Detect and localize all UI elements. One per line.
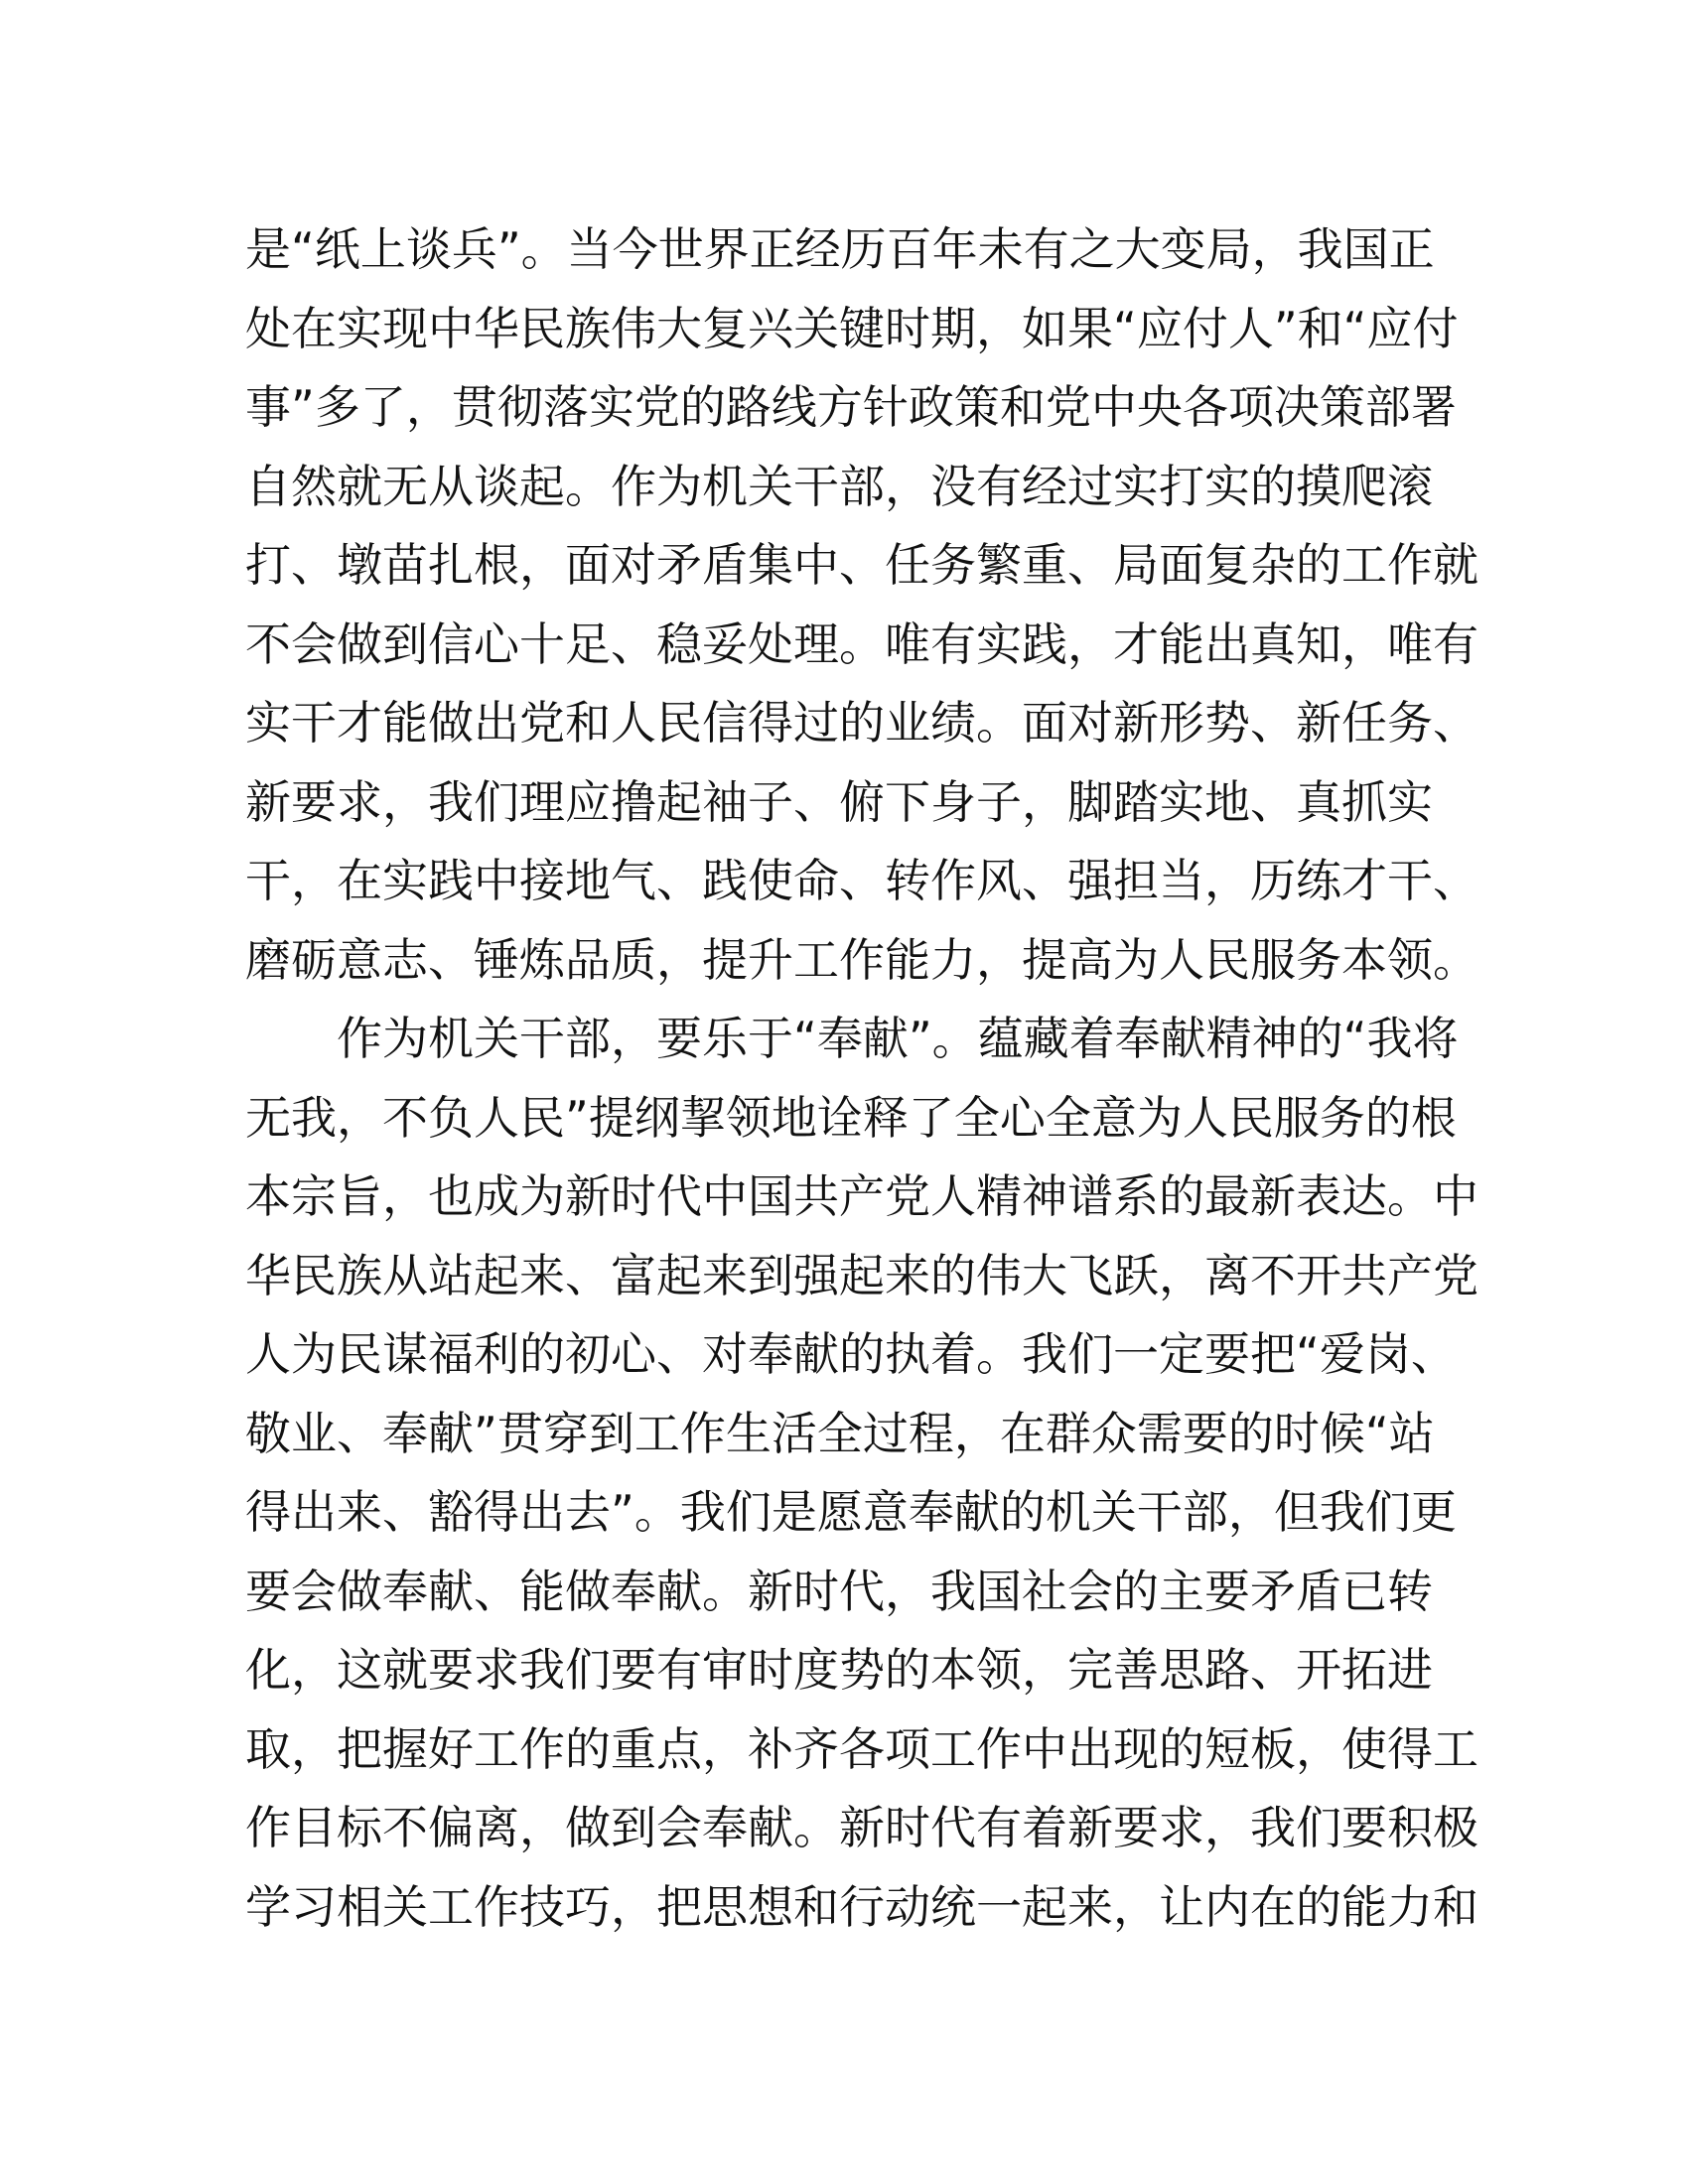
text-line: 华民族从站起来、富起来到强起来的伟大飞跃，离不开共产党 — [245, 1248, 1478, 1302]
text-line: 实干才能做出党和人民信得过的业绩。面对新形势、新任务、 — [245, 696, 1478, 750]
text-line: 干，在实践中接地气、践使命、转作风、强担当，历练才干、 — [245, 854, 1478, 907]
text-line-indented: 作为机关干部，要乐于“奉献”。蕴藏着奉献精神的“我将 — [337, 1012, 1459, 1065]
text-line: 处在实现中华民族伟大复兴关键时期，如果“应付人”和“应付 — [245, 301, 1459, 355]
text-line: 新要求，我们理应撸起袖子、俯下身子，脚踏实地、真抓实 — [245, 774, 1433, 829]
document-body — [245, 210, 1478, 1947]
text-line: 事”多了，贯彻落实党的路线方针政策和党中央各项决策部署 — [245, 380, 1457, 434]
text-line: 人为民谋福利的初心、对奉献的执着。我们一定要把“爱岗、 — [245, 1327, 1457, 1381]
text-line: 敬业、奉献”贯穿到工作生活全过程，在群众需要的时候“站 — [245, 1406, 1435, 1460]
text-line: 作目标不偏离，做到会奉献。新时代有着新要求，我们要积极 — [245, 1801, 1478, 1854]
text-line: 打、墩苗扎根，面对矛盾集中、任务繁重、局面复杂的工作就 — [245, 538, 1478, 592]
text-line: 无我，不负人民”提纲挈领地诠释了全心全意为人民服务的根 — [245, 1090, 1457, 1145]
paragraph-1 — [245, 210, 1478, 1000]
text-line: 不会做到信心十足、稳妥处理。唯有实践，才能出真知，唯有 — [245, 616, 1478, 671]
text-line: 得出来、豁得出去”。我们是愿意奉献的机关干部，但我们更 — [245, 1485, 1457, 1539]
text-line: 取，把握好工作的重点，补齐各项工作中出现的短板，使得工 — [245, 1721, 1478, 1776]
text-line: 要会做奉献、能做奉献。新时代，我国社会的主要矛盾已转 — [245, 1564, 1433, 1618]
paragraph-2 — [245, 1000, 1478, 1947]
text-line: 是“纸上谈兵”。当今世界正经历百年未有之大变局，我国正 — [245, 222, 1435, 276]
text-line: 自然就无从谈起。作为机关干部，没有经过实打实的摸爬滚 — [245, 459, 1433, 513]
text-line: 学习相关工作技巧，把思想和行动统一起来，让内在的能力和 — [245, 1879, 1478, 1934]
text-line: 化，这就要求我们要有审时度势的本领，完善思路、开拓进 — [245, 1643, 1433, 1697]
text-line: 本宗旨，也成为新时代中国共产党人精神谱系的最新表达。中 — [245, 1169, 1478, 1223]
text-line: 磨砺意志、锤炼品质，提升工作能力，提高为人民服务本领。 — [245, 932, 1478, 987]
